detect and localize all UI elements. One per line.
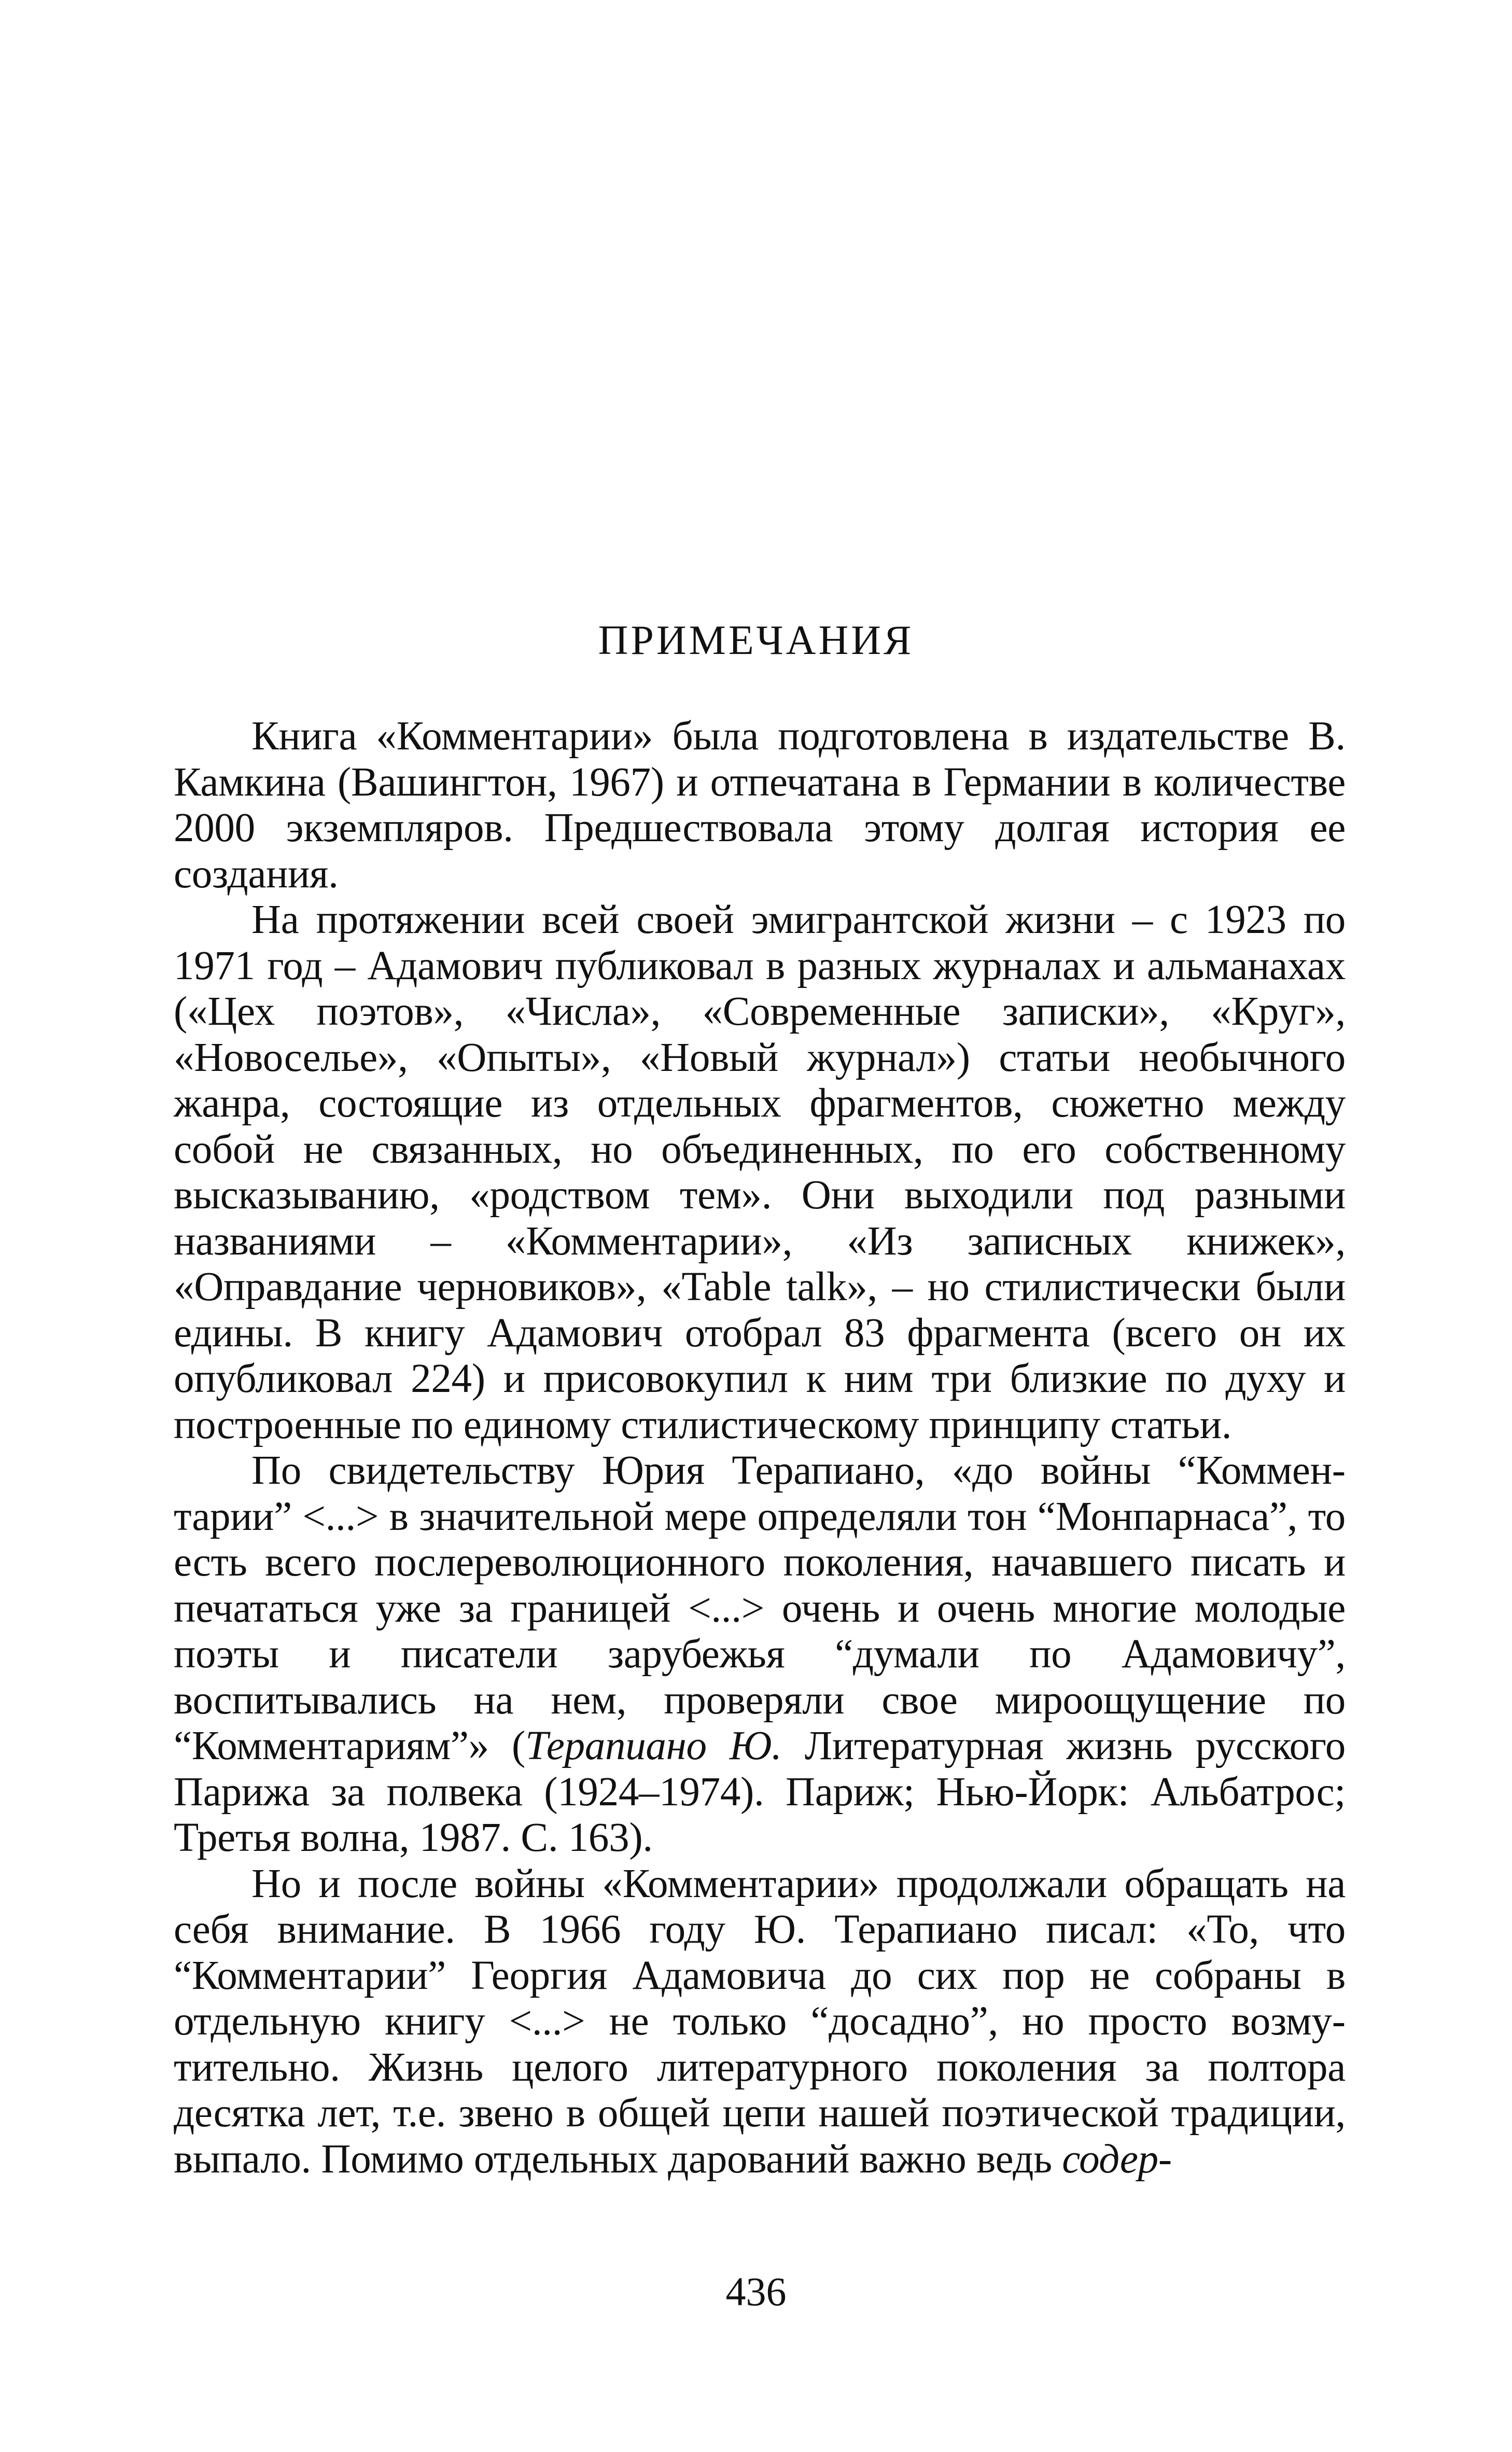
paragraph-text: Но и после войны «Комментарии» продолжали обращать на себя внимание. В 1966 году Ю. Терапиано писал: «То, что “Комментарии” Георгия Адамовича до сих пор не собраны в отдельную книгу <...> не только “досадно”, но просто возмутительно. Жизнь целого литературного поколения за полтора десятка лет, т.е. звено в общей цепи нашей поэтической традиции, выпало. Помимо отдельных дарований важно ведь [174, 1861, 1346, 2182]
page-heading: ПРИМЕЧАНИЯ [598, 618, 914, 663]
paragraph-1 [174, 714, 1346, 897]
paragraph-text: По свидетельству Юрия Терапиано, «до войны “Комментарии” <...> в значительной мере определяли тон “Монпарнаса”, то есть всего послереволюционного поколения, начавшего писать и печататься уже за границей <...> очень и очень многие молодые поэты и писатели зарубежья “думали по Адамовичу”, воспитывались на нем, проверяли свое мироощущение по “Комментариям”» ( [174, 1448, 1346, 1768]
paragraph-text: Книга «Комментарии» была подготовлена в издательстве В. Камкина (Вашингтон, 1967) и отпечатана в Германии в количестве 2000 экземпляров. Предшествовала этому долгая история ее создания. [174, 714, 1346, 897]
page-number: 436 [725, 2269, 787, 2314]
paragraph-4 [174, 1861, 1346, 2183]
paragraph-text: Литературная жизнь русского Парижа за полвека (1924–1974). Париж; Нью-Йорк: Альбатрос; Третья волна, 1987. С. 163). [174, 1723, 1346, 1860]
paragraph-2 [174, 897, 1346, 1448]
italic-word: содер- [1062, 2136, 1172, 2182]
paragraph-text: На протяжении всей своей эмигрантской жизни – с 1923 по 1971 год – Адамович публиковал в разных журналах и альманахах («Цех поэтов», «Числа», «Современные записки», «Круг», «Новоселье», «Опыты», «Новый журнал») статьи необычного жанра, состоящие из отдельных фрагментов, сюжетно между собой не связанных, но объединенных, по его собственному высказыванию, «родством тем». Они выходили под разными названиями – «Комментарии», «Из записных книжек», «Оправдание черновиков», «Table talk», – но стилистически были едины. В книгу Адамович отобрал 83 фрагмента (всего он их опубликовал 224) и присовокупил к ним три близкие по духу и построенные по единому стилистическому принципу статьи. [174, 897, 1346, 1447]
paragraph-3 [174, 1448, 1346, 1861]
italic-citation-author: Терапиано Ю. [525, 1723, 782, 1768]
body-text [174, 714, 1346, 2182]
